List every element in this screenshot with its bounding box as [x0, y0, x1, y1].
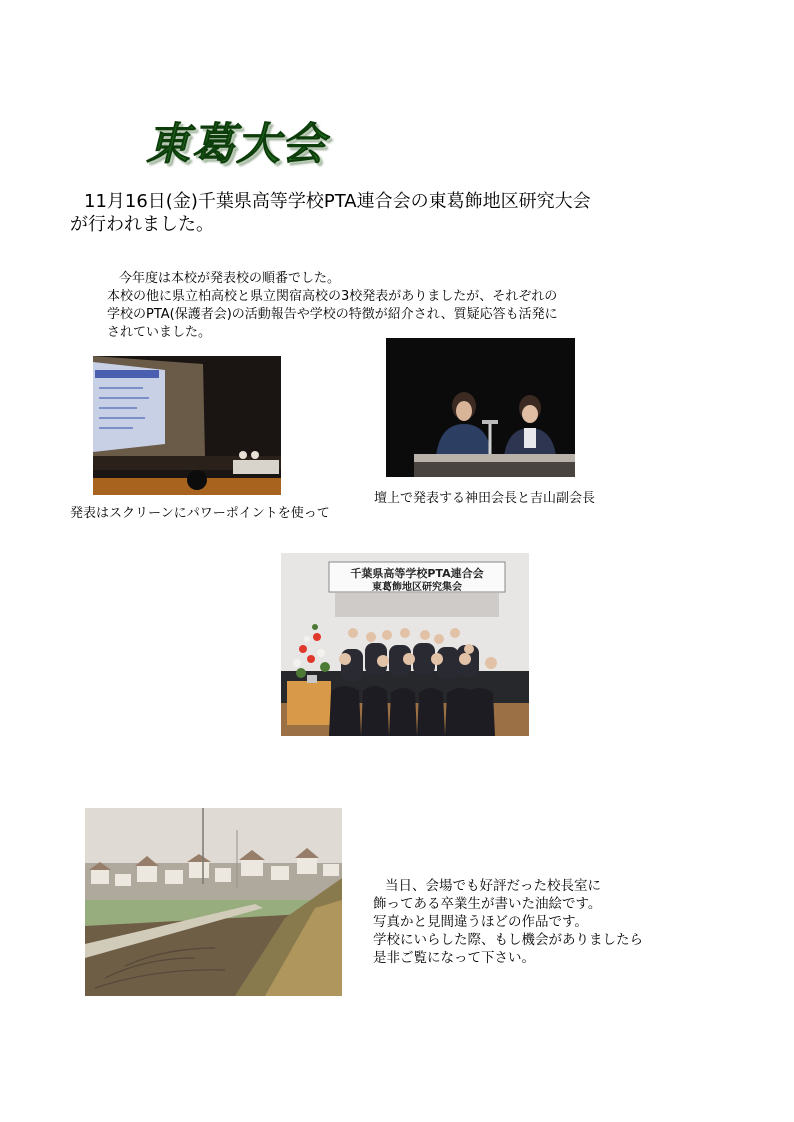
paragraph-1-line: 今年度は本校が発表校の順番でした。 — [119, 271, 341, 286]
intro-line-1: 11月16日(金)千葉県高等学校PTA連合会の東葛飾地区研究大会 — [84, 191, 591, 212]
page-title: 東葛大会 — [146, 119, 326, 170]
photo-group — [281, 553, 529, 736]
photo-podium — [386, 338, 575, 477]
caption-podium: 壇上で発表する神田会長と吉山副会長 — [374, 491, 596, 506]
paragraph-2 — [373, 877, 703, 967]
paragraph-2-line: 写真かと見間違うほどの作品です。 — [373, 914, 588, 930]
paragraph-2-line: 当日、会場でも好評だった校長室に — [385, 878, 601, 894]
paragraph-1 — [107, 270, 687, 342]
intro-line-2: が行われました。 — [70, 214, 214, 235]
banner-line-1: 千葉県高等学校PTA連合会 — [350, 567, 484, 580]
photo-oil-painting — [85, 808, 342, 996]
banner-line-2: 東葛飾地区研究集会 — [372, 582, 462, 593]
paragraph-2-line: 是非ご覧になって下さい。 — [373, 950, 535, 966]
paragraph-2-line: 学校にいらした際、もし機会がありましたら — [373, 932, 643, 948]
paragraph-1-line: 学校のPTA(保護者会)の活動報告や学校の特徴が紹介され、質疑応答も活発に — [107, 307, 558, 322]
caption-screen: 発表はスクリーンにパワーポイントを使って — [70, 506, 330, 521]
paragraph-2-line: 飾ってある卒業生が書いた油絵です。 — [373, 896, 602, 912]
paragraph-1-line: 本校の他に県立柏高校と県立関宿高校の3校発表がありましたが、それぞれの — [107, 289, 558, 304]
photo-oil-painting-image — [85, 808, 342, 996]
photo-screen-presentation — [93, 356, 281, 495]
photo-podium-image — [386, 338, 575, 477]
photo-screen-presentation-image — [93, 356, 281, 495]
paragraph-1-line: されていました。 — [107, 325, 212, 340]
intro-text — [70, 190, 730, 236]
